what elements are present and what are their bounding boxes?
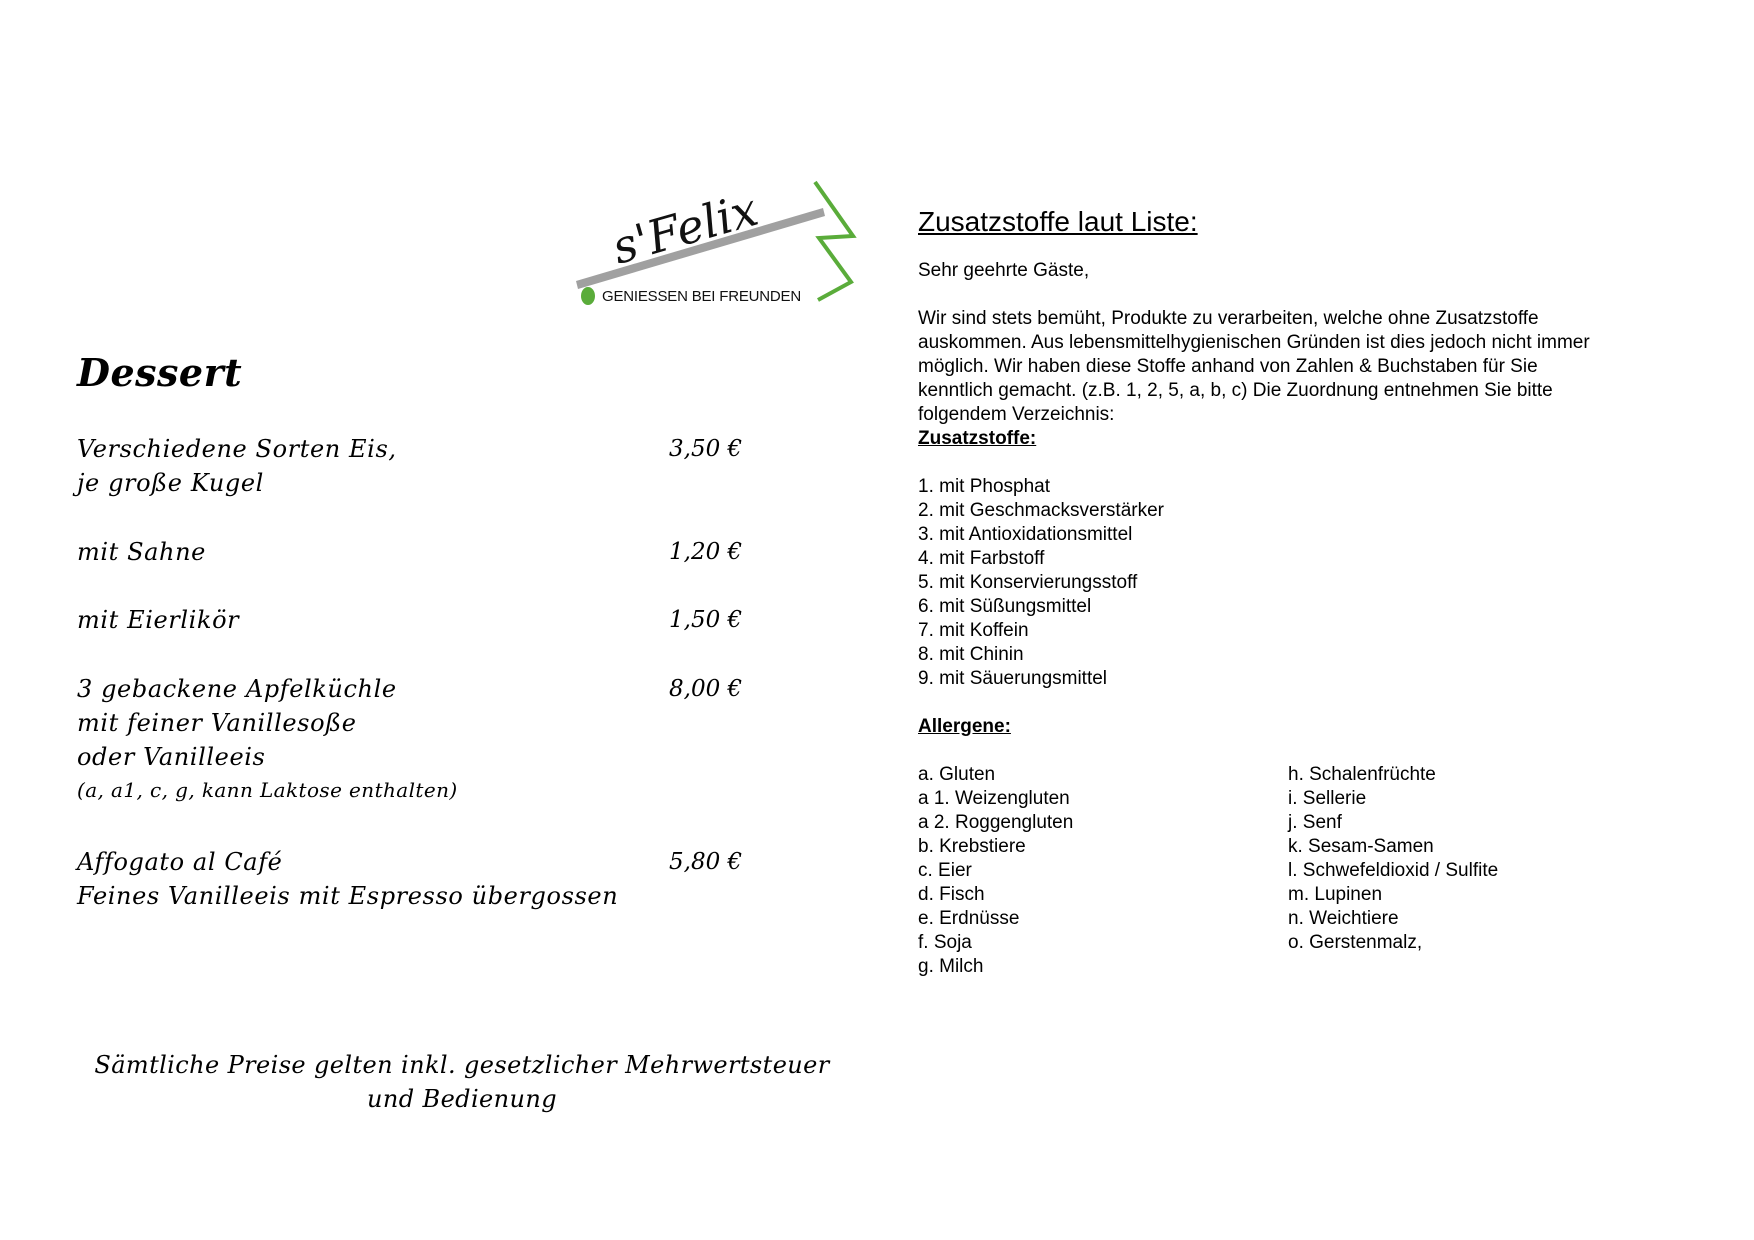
allergen-item: e. Erdnüsse: [918, 908, 1020, 929]
intro-line: Wir sind stets bemüht, Produkte zu verarbeiten, welche ohne Zusatzstoffe: [918, 308, 1539, 329]
menu-item: [77, 672, 757, 806]
allergen-column-left: [918, 763, 1288, 979]
menu-item-line: Affogato al Café: [77, 848, 283, 876]
menu-item-line: Feines Vanilleeis mit Espresso übergossen: [77, 882, 619, 910]
menu-item-line: mit feiner Vanillesoße: [77, 709, 357, 737]
menu-item: [77, 845, 757, 913]
intro-line: auskommen. Aus lebensmittelhygienischen Gründen ist dies jedoch nicht immer: [918, 332, 1590, 353]
allergen-item: j. Senf: [1288, 812, 1342, 833]
intro-line: möglich. Wir haben diese Stoffe anhand von Zahlen & Buchstaben für Sie: [918, 356, 1538, 377]
logo-wordmark: s'Felix: [606, 181, 764, 275]
logo-green-dot: [581, 287, 595, 305]
additive-item: 4. mit Farbstoff: [918, 548, 1045, 569]
intro-line: folgendem Verzeichnis:: [918, 404, 1115, 425]
menu-item-price: 1,20 €: [669, 539, 743, 565]
allergen-item: a 1. Weizengluten: [918, 788, 1070, 809]
allergen-list: [918, 763, 1698, 979]
allergen-item: d. Fisch: [918, 884, 985, 905]
additive-item: 1. mit Phosphat: [918, 476, 1051, 497]
additive-item: 6. mit Süßungsmittel: [918, 596, 1092, 617]
greeting: Sehr geehrte Gäste,: [918, 260, 1090, 281]
menu-item-price: 8,00 €: [669, 676, 743, 702]
allergen-item: g. Milch: [918, 956, 984, 977]
menu-item: [77, 432, 757, 500]
menu-item: [77, 603, 757, 637]
logo-tagline: GENIESSEN BEI FREUNDEN: [602, 288, 801, 305]
additive-item: 8. mit Chinin: [918, 644, 1024, 665]
menu-item-allergen-note: (a, a1, c, g, kann Laktose enthalten): [77, 778, 458, 802]
menu-item-price: 5,80 €: [669, 849, 743, 875]
price-footer-note: [77, 1048, 847, 1116]
allergen-column-right: [1288, 763, 1688, 979]
allergen-item: l. Schwefeldioxid / Sulfite: [1288, 860, 1499, 881]
additive-item: 3. mit Antioxidationsmittel: [918, 524, 1133, 545]
allergen-item: i. Sellerie: [1288, 788, 1367, 809]
menu-item-line: mit Eierlikör: [77, 606, 240, 634]
allergen-item: o. Gerstenmalz,: [1288, 932, 1423, 953]
intro-line: kenntlich gemacht. (z.B. 1, 2, 5, a, b, c) Die Zuordnung entnehmen Sie bitte: [918, 380, 1553, 401]
footer-line: Sämtliche Preise gelten inkl. gesetzlicher Mehrwertsteuer: [94, 1051, 830, 1079]
menu-item-price: 1,50 €: [669, 607, 743, 633]
allergen-item: h. Schalenfrüchte: [1288, 764, 1436, 785]
additives-heading: Zusatzstoffe:: [918, 428, 1037, 449]
menu-item-line: Verschiedene Sorten Eis,: [77, 435, 397, 463]
menu-item: [77, 535, 757, 569]
additive-item: 2. mit Geschmacksverstärker: [918, 500, 1164, 521]
allergen-item: f. Soja: [918, 932, 972, 953]
menu-title: Dessert: [77, 350, 243, 395]
additives-info-heading: Zusatzstoffe laut Liste:: [918, 206, 1198, 237]
footer-line: und Bedienung: [367, 1085, 557, 1113]
allergen-item: a 2. Roggengluten: [918, 812, 1074, 833]
allergen-item: c. Eier: [918, 860, 972, 881]
menu-item-line: oder Vanilleeis: [77, 743, 266, 771]
allergen-item: b. Krebstiere: [918, 836, 1026, 857]
allergen-item: a. Gluten: [918, 764, 996, 785]
restaurant-logo: [573, 178, 858, 308]
menu-item-line: je große Kugel: [77, 469, 264, 497]
allergens-heading: Allergene:: [918, 716, 1011, 737]
menu-item-line: 3 gebackene Apfelküchle: [77, 675, 397, 703]
additives-info: [918, 205, 1698, 979]
allergen-item: n. Weichtiere: [1288, 908, 1399, 929]
additive-item: 7. mit Koffein: [918, 620, 1029, 641]
menu-item-line: mit Sahne: [77, 538, 206, 566]
allergen-item: m. Lupinen: [1288, 884, 1383, 905]
menu-item-price: 3,50 €: [669, 436, 743, 462]
additive-item: 5. mit Konservierungsstoff: [918, 572, 1138, 593]
allergen-item: k. Sesam-Samen: [1288, 836, 1434, 857]
additive-item: 9. mit Säuerungsmittel: [918, 668, 1108, 689]
logo-green-zigzag: [815, 182, 853, 300]
